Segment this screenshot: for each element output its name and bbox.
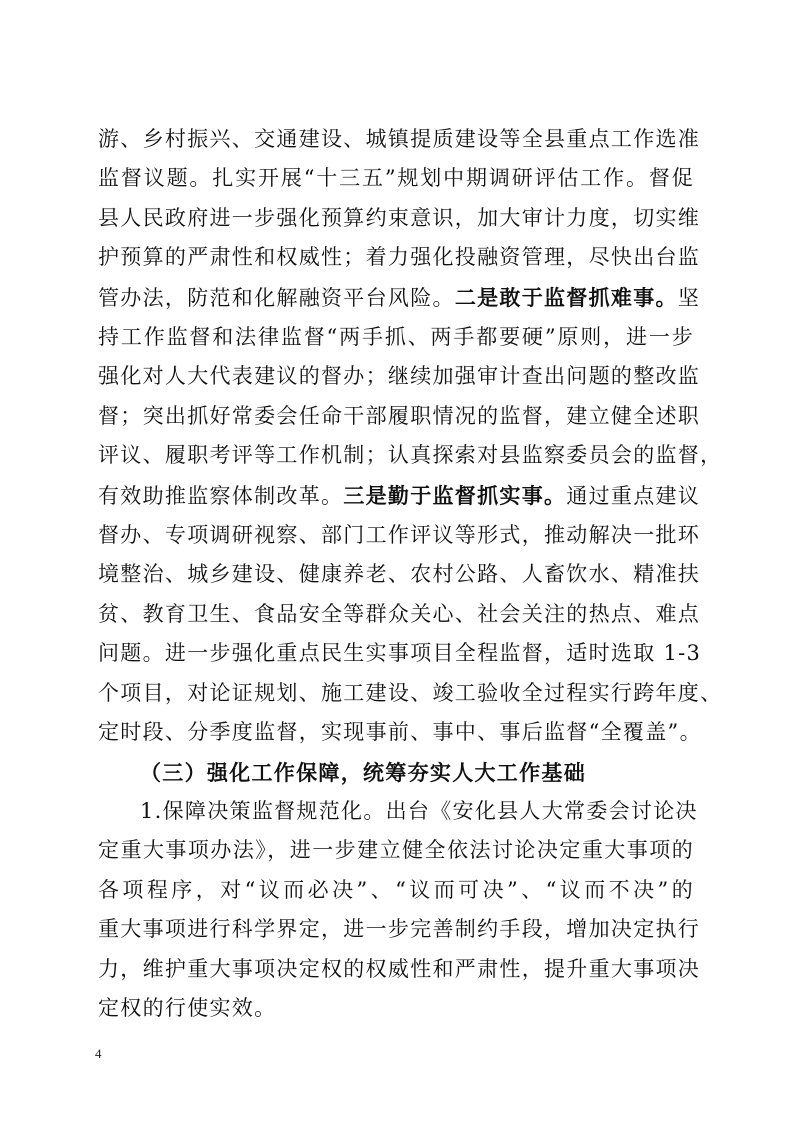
text-line: 贫、教育卫生、食品安全等群众关心、社会关注的热点、难点	[98, 601, 701, 626]
text-line: 境整治、城乡建设、健康养老、农村公路、人畜饮水、精准扶	[98, 562, 701, 587]
text-line	[98, 278, 701, 318]
document-body	[98, 120, 723, 1028]
text-line: 持工作监督和法律监督“两手抓、两手都要硬”原则，进一步	[98, 325, 694, 350]
text-line: 重大事项进行科学界定，进一步完善制约手段，增加决定执行	[98, 917, 701, 942]
text-line	[98, 476, 701, 516]
text-line: 各项程序，对“议而必决”、“议而可决”、“议而不决”的	[98, 877, 694, 902]
text-line: 护预算的严肃性和权威性；着力强化投融资管理，尽快出台监	[98, 245, 701, 270]
text-run: 坚	[677, 285, 701, 310]
bold-emphasis: 二是敢于监督抓难事。	[454, 284, 678, 310]
text-line: 督办、专项调研视察、部门工作评议等形式，推动解决一批环	[98, 523, 701, 548]
text-line: 个项目，对论证规划、施工建设、竣工验收全过程实行跨年度、	[98, 680, 723, 705]
text-line: 督；突出抓好常委会任命干部履职情况的监督，建立健全述职	[98, 403, 701, 428]
text-line: 监督议题。扎实开展“十三五”规划中期调研评估工作。督促	[98, 166, 694, 191]
text-line: 力，维护重大事项决定权的权威性和严肃性，提升重大事项决	[98, 956, 701, 981]
bold-emphasis: 三是勤于监督抓实事。	[343, 482, 567, 508]
text-line: 定权的行使实效。	[98, 995, 277, 1020]
text-line: 定重大事项办法》，进一步建立健全依法讨论决定重大事项的	[98, 838, 694, 863]
text-run: 有效助推监察体制改革。	[98, 483, 344, 508]
text-line: 县人民政府进一步强化预算约束意识，加大审计力度，切实维	[98, 205, 701, 230]
text-run: 通过重点建议	[566, 483, 701, 508]
text-line: 评议、履职考评等工作机制；认真探索对县监察委员会的监督，	[98, 443, 723, 468]
text-line: 1.保障决策监督规范化。出台《安化县人大常委会讨论决	[140, 798, 698, 823]
section-heading: （三）强化工作保障，统筹夯实人大工作基础	[140, 759, 586, 785]
text-line: 强化对人大代表建议的督办；继续加强审计查出问题的整改监	[98, 364, 701, 389]
text-line: 定时段、分季度监督，实现事前、事中、事后监督“全覆盖”。	[98, 720, 702, 745]
text-line: 问题。进一步强化重点民生实事项目全程监督，适时选取 1-3	[98, 641, 702, 666]
text-line: 游、乡村振兴、交通建设、城镇提质建设等全县重点工作选准	[98, 127, 701, 151]
page-number: 4	[95, 1046, 102, 1061]
text-run: 管办法，防范和化解融资平台风险。	[98, 285, 455, 310]
